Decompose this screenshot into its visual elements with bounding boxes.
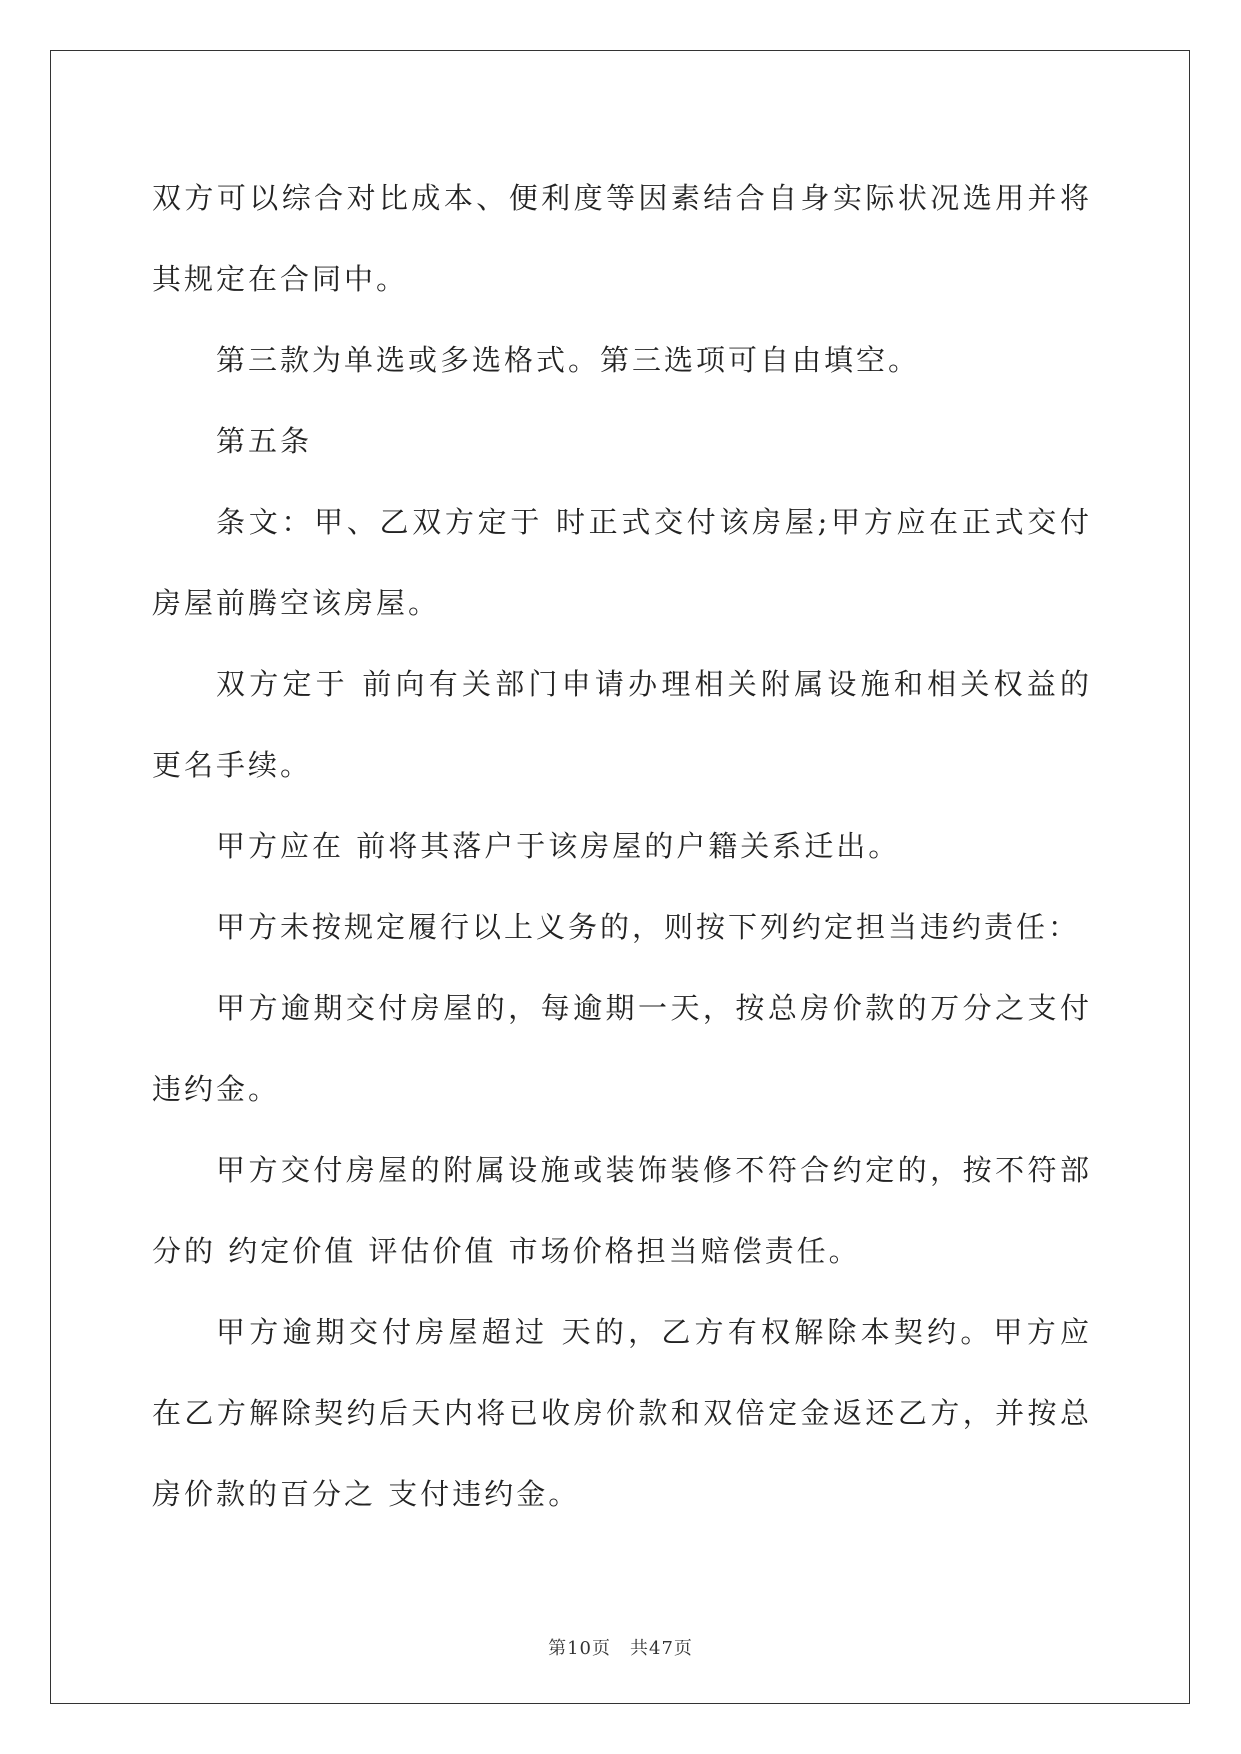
- page-number: 第10页 共47页: [548, 1638, 693, 1659]
- document-body: [152, 158, 1092, 1535]
- paragraph-5: 双方定于 前向有关部门申请办理相关附属设施和相关权益的更名手续。: [152, 667, 1092, 782]
- paragraph-7: 甲方未按规定履行以上义务的，则按下列约定担当违约责任：: [216, 910, 1081, 944]
- paragraph-6: 甲方应在 前将其落户于该房屋的户籍关系迁出。: [216, 829, 901, 863]
- article-heading: 第五条: [216, 424, 313, 458]
- paragraph-1: 双方可以综合对比成本、便利度等因素结合自身实际状况选用并将其规定在合同中。: [152, 181, 1092, 296]
- paragraph-10: 甲方逾期交付房屋超过 天的，乙方有权解除本契约。甲方应在乙方解除契约后天内将已收房价款和双倍定金返还乙方，并按总房价款的百分之 支付违约金。: [152, 1315, 1092, 1511]
- paragraph-8: 甲方逾期交付房屋的，每逾期一天，按总房价款的万分之支付违约金。: [152, 991, 1092, 1106]
- paragraph-2: 第三款为单选或多选格式。第三选项可自由填空。: [216, 343, 921, 377]
- paragraph-4: 条文：甲、乙双方定于 时正式交付该房屋;甲方应在正式交付房屋前腾空该房屋。: [152, 505, 1092, 620]
- paragraph-9: 甲方交付房屋的附属设施或装饰装修不符合约定的，按不符部分的 约定价值 评估价值 市场价格担当赔偿责任。: [152, 1153, 1092, 1268]
- page-footer: [0, 1634, 1241, 1660]
